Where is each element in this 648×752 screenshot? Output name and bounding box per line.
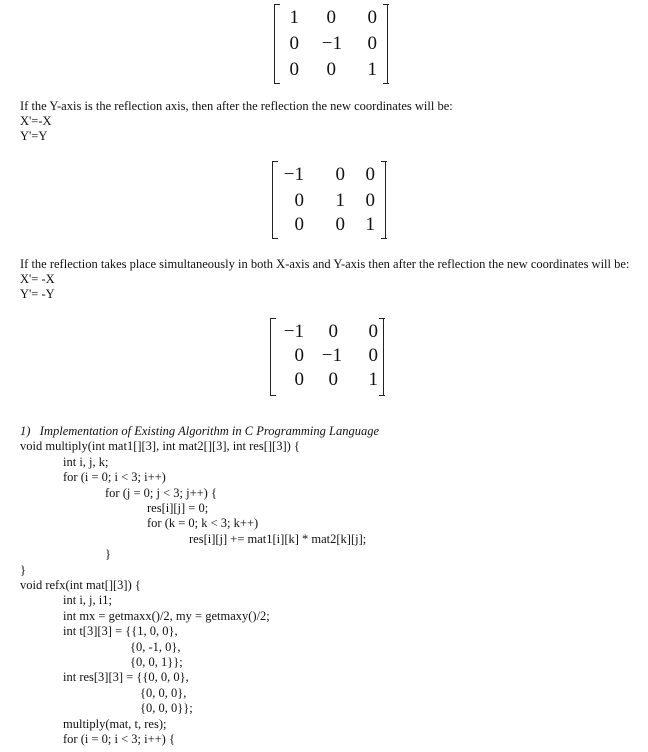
code-line: void multiply(int mat1[][3], int mat2[][3], int res[][3]) {: [20, 439, 300, 453]
matrix-cell: 0: [365, 164, 375, 185]
matrix-cell: 0: [328, 369, 338, 390]
equation-x: X'=-X: [20, 114, 52, 128]
code-line: int mx = getmaxx()/2, my = getmaxy()/2;: [63, 609, 270, 623]
matrix-cell: 0: [326, 59, 336, 80]
matrix-cell: −1: [321, 33, 342, 54]
code-line: for (i = 0; i < 3; i++) {: [63, 732, 175, 746]
matrix-cell: 0: [367, 7, 377, 28]
matrix-cell: 0: [335, 164, 345, 185]
code-line: {0, 0, 0}};: [140, 701, 193, 715]
matrix-cell: 0: [335, 214, 345, 235]
matrix-cell: 0: [328, 321, 338, 342]
code-line: int i, j, i1;: [63, 593, 112, 607]
code-line: for (k = 0; k < 3; k++): [147, 516, 259, 530]
matrix-cell: 0: [365, 190, 375, 211]
code-line: for (i = 0; i < 3; i++): [63, 470, 166, 484]
matrix-cell: 0: [368, 321, 378, 342]
matrix-cell: 0: [289, 33, 299, 54]
matrix-cell: 0: [294, 345, 304, 366]
matrix-cell: 1: [335, 190, 345, 211]
equation-y: Y'=Y: [20, 129, 48, 143]
code-line: int i, j, k;: [63, 455, 109, 469]
code-line: {0, 0, 0},: [140, 686, 187, 700]
matrix-cell: −1: [283, 164, 304, 185]
paragraph-y-axis: If the Y-axis is the reflection axis, then after the reflection the new coordinates will be:: [20, 99, 453, 113]
matrix-cell: 0: [368, 345, 378, 366]
code-line: multiply(mat, t, res);: [63, 717, 167, 731]
matrix-cell: 0: [326, 7, 336, 28]
code-line: {0, -1, 0},: [130, 640, 181, 654]
code-line: int res[3][3] = {{0, 0, 0},: [63, 670, 189, 684]
matrix-cell: 1: [368, 369, 378, 390]
paragraph-both-axes: If the reflection takes place simultaneously in both X-axis and Y-axis then after the reflection the new coordinates will be:: [20, 257, 630, 271]
code-line: {0, 0, 1}};: [130, 655, 183, 669]
equation-y: Y'= -Y: [20, 287, 55, 301]
matrix-cell: −1: [283, 321, 304, 342]
code-line: int t[3][3] = {{1, 0, 0},: [63, 624, 178, 638]
section-heading: 1) Implementation of Existing Algorithm in C Programming Language: [20, 424, 380, 438]
matrix-cell: 0: [289, 59, 299, 80]
code-line: }: [20, 563, 26, 577]
matrix-cell: 1: [289, 7, 299, 28]
matrix-xy-reflection: [270, 318, 384, 396]
matrix-cell: 1: [367, 59, 377, 80]
matrix-cell: 0: [294, 190, 304, 211]
code-line: void refx(int mat[][3]) {: [20, 578, 141, 592]
matrix-y-reflection: [272, 161, 386, 239]
code-line: res[i][j] += mat1[i][k] * mat2[k][j];: [189, 532, 367, 546]
code-line: res[i][j] = 0;: [147, 501, 209, 515]
matrix-cell: 1: [365, 214, 375, 235]
matrix-x-reflection: [274, 4, 388, 84]
equation-x: X'= -X: [20, 272, 55, 286]
matrix-cell: 0: [294, 214, 304, 235]
matrix-cell: −1: [321, 345, 342, 366]
code-line: }: [105, 547, 111, 561]
code-line: for (j = 0; j < 3; j++) {: [105, 486, 217, 500]
matrix-cell: 0: [294, 369, 304, 390]
matrix-cell: 0: [367, 33, 377, 54]
